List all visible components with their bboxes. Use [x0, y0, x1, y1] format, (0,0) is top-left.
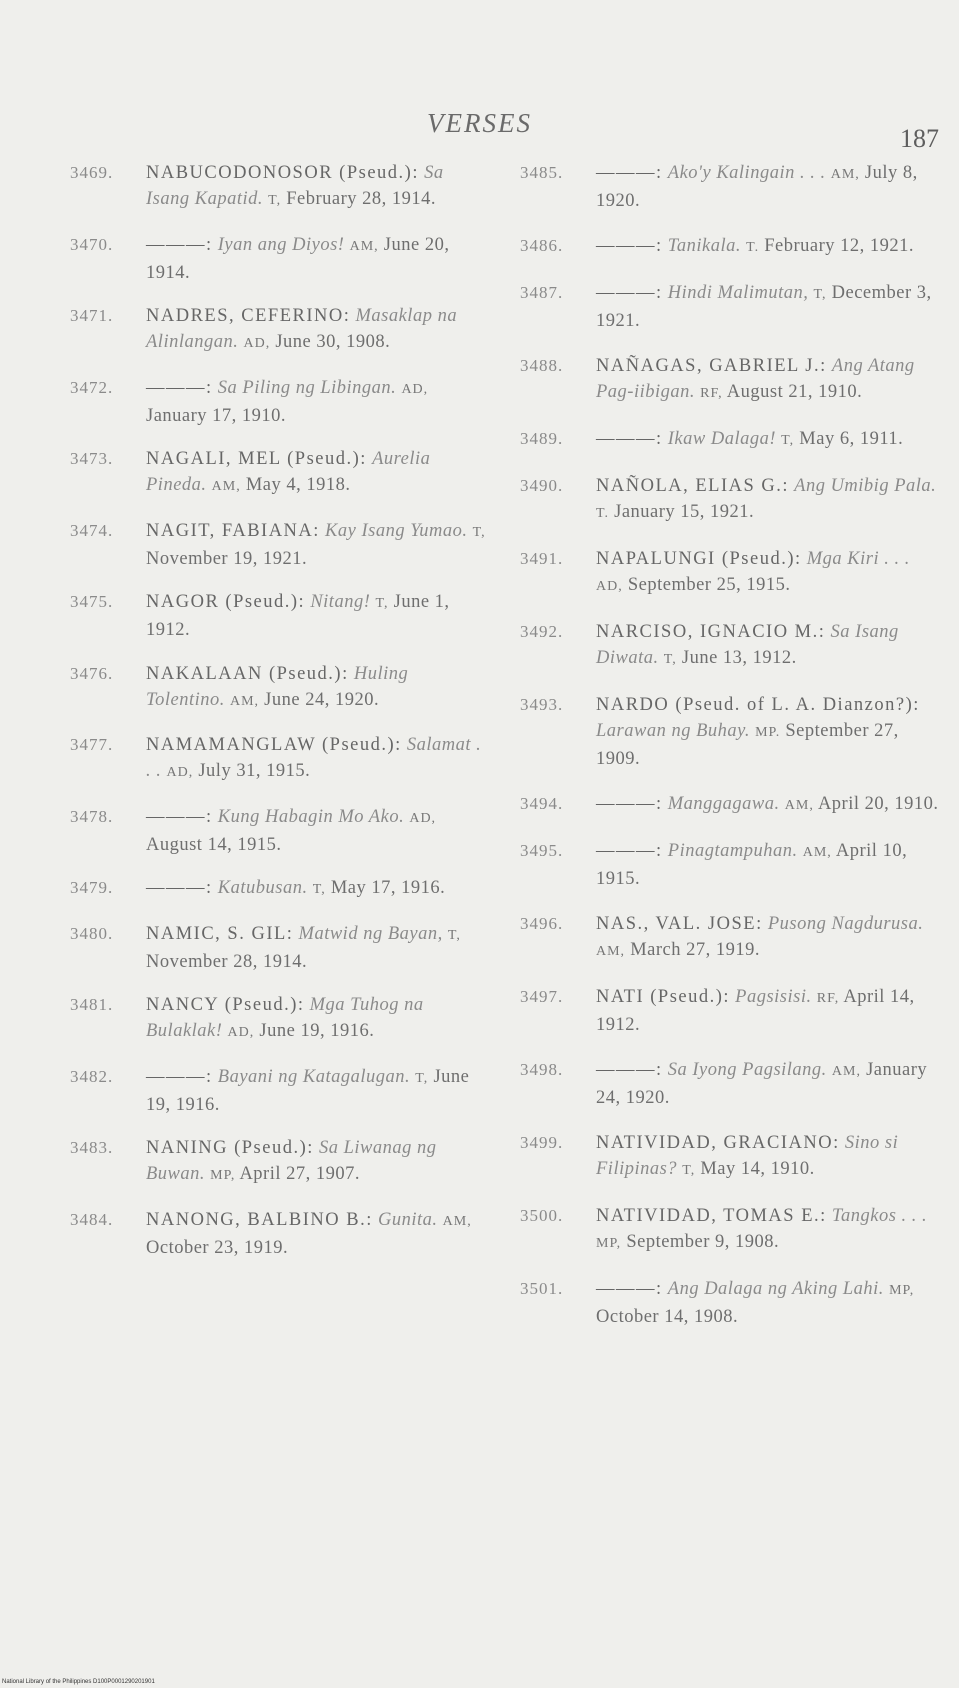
bibliography-entry [70, 661, 490, 715]
entry-author: NARDO (Pseud. of L. A. Dianzon?): [596, 695, 920, 715]
entry-author: NABUCODONOSOR (Pseud.): [146, 163, 419, 183]
entry-date: March 27, 1919. [630, 940, 760, 960]
entry-source: T, [663, 652, 677, 667]
entry-title: Mga Kiri . . . [806, 549, 910, 569]
entry-source: AM, [802, 845, 832, 860]
bibliography-entry [70, 446, 490, 500]
entry-author: NAÑAGAS, GABRIEL J.: [596, 356, 827, 376]
entry-source: MP. [755, 725, 781, 740]
entry-author: ———: [146, 234, 213, 255]
entry-author: ———: [596, 283, 663, 303]
entry-date: November 19, 1921. [146, 548, 308, 569]
entry-author: ———: [596, 794, 663, 814]
entry-date: February 12, 1921. [764, 236, 915, 256]
entry-source: T, [781, 433, 795, 448]
bibliography-entry [70, 375, 490, 429]
bibliography-entry [70, 1135, 490, 1189]
entry-date: October 23, 1919. [146, 1237, 289, 1258]
bibliography-entry [70, 589, 490, 643]
running-title: VERSES [427, 108, 532, 138]
entry-date: April 10, 1915. [596, 841, 908, 889]
entry-source: AD, [409, 810, 437, 826]
entry-number: 3483. [70, 1138, 114, 1157]
bibliography-entry [520, 353, 940, 407]
entry-date: May 4, 1918. [245, 475, 351, 495]
bibliography-entry [520, 619, 940, 673]
entry-number: 3490. [520, 476, 564, 495]
entry-title: Sa Isang Diwata. [596, 622, 899, 668]
entry-author: ———: [596, 1279, 663, 1299]
bibliography-entry [70, 992, 490, 1046]
entry-number: 3479. [70, 878, 114, 897]
entry-number: 3495. [520, 841, 564, 860]
entry-author: ———: [596, 841, 663, 861]
entry-number: 3486. [520, 236, 564, 255]
entry-date: October 14, 1908. [596, 1307, 739, 1327]
entry-number: 3470. [70, 234, 114, 254]
entry-source: T. [746, 240, 760, 255]
entry-number: 3499. [520, 1133, 564, 1152]
entry-number: 3471. [70, 306, 114, 325]
entry-number: 3469. [70, 163, 114, 182]
entry-author: NARCISO, IGNACIO M.: [596, 622, 826, 642]
page-number: 187 [900, 124, 939, 153]
entry-date: July 8, 1920. [596, 163, 918, 211]
entry-number: 3500. [520, 1206, 564, 1225]
scan-footer: National Library of the Philippines D100P0001290201901 [2, 1679, 155, 1685]
entry-number: 3492. [520, 622, 564, 641]
entry-title: Ang Atang Pag-iibigan. [596, 356, 915, 402]
entry-title: Iyan ang Diyos! [217, 234, 345, 255]
entry-title: Sa Piling ng Libingan. [217, 377, 397, 398]
entry-date: June 24, 1920. [264, 689, 380, 710]
entry-source: AM, [211, 479, 241, 494]
entry-date: June 19, 1916. [259, 1021, 375, 1041]
bibliography-entry [520, 280, 940, 334]
entry-source: T, [268, 193, 282, 208]
entry-source: MP, [210, 1168, 236, 1183]
entry-title: Ikaw Dalaga! [667, 429, 777, 449]
entry-author: ———: [146, 806, 213, 827]
entry-title: Ang Umibig Pala. [794, 476, 937, 496]
entry-source: AM, [784, 798, 814, 813]
entry-number: 3474. [70, 520, 114, 540]
entry-date: August 21, 1910. [726, 382, 863, 402]
bibliography-entry [70, 804, 490, 858]
entry-number: 3489. [520, 429, 564, 448]
entry-date: August 14, 1915. [146, 834, 282, 855]
entry-author: NANCY (Pseud.): [146, 995, 305, 1015]
entry-title: Nitang! [310, 592, 371, 612]
entry-source: AD, [166, 765, 194, 780]
entry-source: MP, [889, 1283, 915, 1298]
bibliography-entry [520, 1276, 940, 1330]
bibliography-entry [70, 518, 490, 572]
entry-date: June 20, 1914. [146, 234, 450, 283]
entry-author: NATIVIDAD, GRACIANO: [596, 1133, 840, 1153]
bibliography-entry [520, 692, 940, 772]
entry-title: Gunita. [378, 1209, 438, 1230]
entry-author: NAMIC, S. GIL: [146, 923, 294, 944]
bibliography-entry [520, 1203, 940, 1257]
bibliography-entry [520, 1057, 940, 1111]
entry-title: Sa Iyong Pagsilang. [667, 1060, 827, 1080]
entry-title: Aurelia Pineda. [146, 449, 431, 495]
entry-author: NAS., VAL. JOSE: [596, 914, 763, 934]
entry-title: Pusong Nagdurusa. [767, 914, 924, 934]
entry-number: 3477. [70, 735, 114, 754]
entry-author: NATI (Pseud.): [596, 987, 731, 1007]
entry-source: T, [415, 1070, 429, 1086]
entry-number: 3501. [520, 1279, 564, 1298]
entry-source: AM, [229, 693, 260, 709]
entry-title: Mga Tuhog na Bulaklak! [146, 995, 424, 1041]
entry-number: 3472. [70, 377, 114, 397]
entry-author: NAGIT, FABIANA: [146, 520, 320, 541]
entry-date: May 17, 1916. [330, 878, 446, 898]
entry-title: Pagsisisi. [735, 987, 812, 1007]
bibliography-entry [70, 1207, 490, 1261]
entry-title: Ang Dalaga ng Aking Lahi. [667, 1279, 884, 1299]
entry-author: NANING (Pseud.): [146, 1138, 314, 1158]
entry-author: ———: [596, 429, 663, 449]
bibliography-entry [70, 1064, 490, 1118]
entry-date: May 14, 1910. [700, 1159, 815, 1179]
bibliography-entry [70, 921, 490, 975]
entry-title: Tangkos . . . [831, 1206, 928, 1226]
bibliography-entry [520, 984, 940, 1038]
entry-date: September 25, 1915. [627, 575, 791, 595]
entry-title: Katubusan. [217, 878, 308, 898]
bibliography-entry [70, 160, 490, 214]
bibliography-entry [520, 160, 940, 214]
entry-number: 3484. [70, 1209, 114, 1229]
entry-number: 3481. [70, 995, 114, 1014]
bibliography-entry [70, 875, 490, 903]
entry-number: 3480. [70, 923, 114, 943]
entry-title: Kung Habagin Mo Ako. [217, 806, 405, 827]
bibliography-entry [520, 1130, 940, 1184]
entry-number: 3491. [520, 549, 564, 568]
entry-number: 3487. [520, 283, 564, 302]
entry-title: Ako'y Kalingain . . . [667, 163, 826, 183]
entry-author: ———: [146, 377, 213, 398]
entry-number: 3476. [70, 663, 114, 683]
entry-number: 3478. [70, 806, 114, 826]
entry-source: T, [312, 882, 326, 897]
entry-number: 3496. [520, 914, 564, 933]
entry-date: June 19, 1916. [146, 1066, 470, 1115]
bibliography-entry [520, 546, 940, 600]
entry-author: NAPALUNGI (Pseud.): [596, 549, 802, 569]
entry-author: NAGOR (Pseud.): [146, 592, 306, 612]
entry-date: November 28, 1914. [146, 951, 308, 972]
entry-title: Sa Isang Kapatid. [146, 163, 444, 209]
entry-author: NATIVIDAD, TOMAS E.: [596, 1206, 827, 1226]
bibliography-entry [520, 473, 940, 527]
entry-author: NADRES, CEFERINO: [146, 306, 351, 326]
bibliography-entry [70, 232, 490, 286]
entry-date: June 13, 1912. [681, 648, 797, 668]
entry-title: Masaklap na Alinlangan. [146, 306, 458, 352]
entry-source: AD, [596, 579, 623, 594]
entry-date: July 31, 1915. [198, 761, 311, 781]
entry-author: ———: [146, 878, 213, 898]
entry-source: T, [682, 1163, 696, 1178]
entry-number: 3494. [520, 794, 564, 813]
entry-source: AM, [831, 1064, 861, 1079]
entry-author: NAÑOLA, ELIAS G.: [596, 476, 790, 496]
right-column [520, 160, 940, 1349]
bibliography-entry [520, 426, 940, 454]
entry-date: April 20, 1910. [817, 794, 939, 814]
bibliography-entry [520, 791, 940, 819]
entry-date: June 1, 1912. [146, 592, 450, 640]
entry-title: Tanikala. [667, 236, 741, 256]
entry-title: Bayani ng Katagalugan. [217, 1066, 411, 1087]
entry-source: AM, [442, 1213, 472, 1229]
entry-source: AM, [830, 167, 860, 182]
entry-source: RF, [700, 386, 723, 401]
entry-number: 3475. [70, 592, 114, 611]
entry-date: June 30, 1908. [275, 332, 391, 352]
entry-source: AD, [243, 336, 271, 351]
entry-date: April 14, 1912. [596, 987, 915, 1035]
entry-number: 3485. [520, 163, 564, 182]
entry-number: 3493. [520, 695, 564, 714]
entry-source: T, [447, 927, 461, 943]
entry-source: RF, [816, 991, 840, 1006]
entry-number: 3488. [520, 356, 564, 375]
bibliography-entry [70, 732, 490, 786]
entry-title: Huling Tolentino. [146, 663, 409, 710]
entry-author: NANONG, BALBINO B.: [146, 1209, 373, 1230]
entry-date: January 15, 1921. [614, 502, 755, 522]
entry-author: ———: [596, 1060, 663, 1080]
entry-author: ———: [596, 236, 663, 256]
entry-date: April 27, 1907. [239, 1164, 360, 1184]
entry-source: T, [813, 287, 827, 302]
bibliography-entry [520, 911, 940, 965]
entry-source: T, [375, 596, 389, 611]
entry-title: Sino si Filipinas? [596, 1133, 899, 1179]
entry-source: MP, [596, 1236, 622, 1251]
bibliography-entry [70, 303, 490, 357]
entry-source: AM, [596, 944, 626, 959]
entry-title: Matwid ng Bayan, [298, 923, 443, 944]
entry-title: Sa Liwanag ng Buwan. [146, 1138, 437, 1184]
entry-date: December 3, 1921. [596, 283, 932, 331]
entry-title: Salamat . . . [146, 735, 482, 781]
left-column [70, 160, 490, 1278]
entry-title: Manggagawa. [667, 794, 780, 814]
entry-source: AM, [349, 238, 379, 254]
entry-author: ———: [596, 163, 663, 183]
entry-date: February 28, 1914. [286, 189, 437, 209]
entry-number: 3482. [70, 1066, 114, 1086]
entry-date: September 27, 1909. [596, 721, 899, 769]
entry-author: NAMAMANGLAW (Pseud.): [146, 735, 402, 755]
entry-source: AD, [227, 1025, 255, 1040]
entry-number: 3497. [520, 987, 564, 1006]
entry-number: 3498. [520, 1060, 564, 1079]
entry-author: ———: [146, 1066, 213, 1087]
entry-source: AD, [401, 381, 429, 397]
entry-source: T, [472, 524, 486, 540]
entry-date: January 24, 1920. [596, 1060, 928, 1108]
entry-title: Kay Isang Yumao. [325, 520, 468, 541]
entry-date: September 9, 1908. [626, 1232, 780, 1252]
entry-author: NAKALAAN (Pseud.): [146, 663, 349, 684]
entry-source: T. [596, 506, 610, 521]
entry-title: Larawan ng Buhay. [596, 721, 750, 741]
entry-date: January 17, 1910. [146, 405, 287, 426]
entry-title: Pinagtampuhan. [667, 841, 798, 861]
entry-title: Hindi Malimutan, [667, 283, 809, 303]
entry-author: NAGALI, MEL (Pseud.): [146, 449, 367, 469]
entry-date: May 6, 1911. [799, 429, 904, 449]
bibliography-entry [520, 233, 940, 261]
entry-number: 3473. [70, 449, 114, 468]
bibliography-entry [520, 838, 940, 892]
